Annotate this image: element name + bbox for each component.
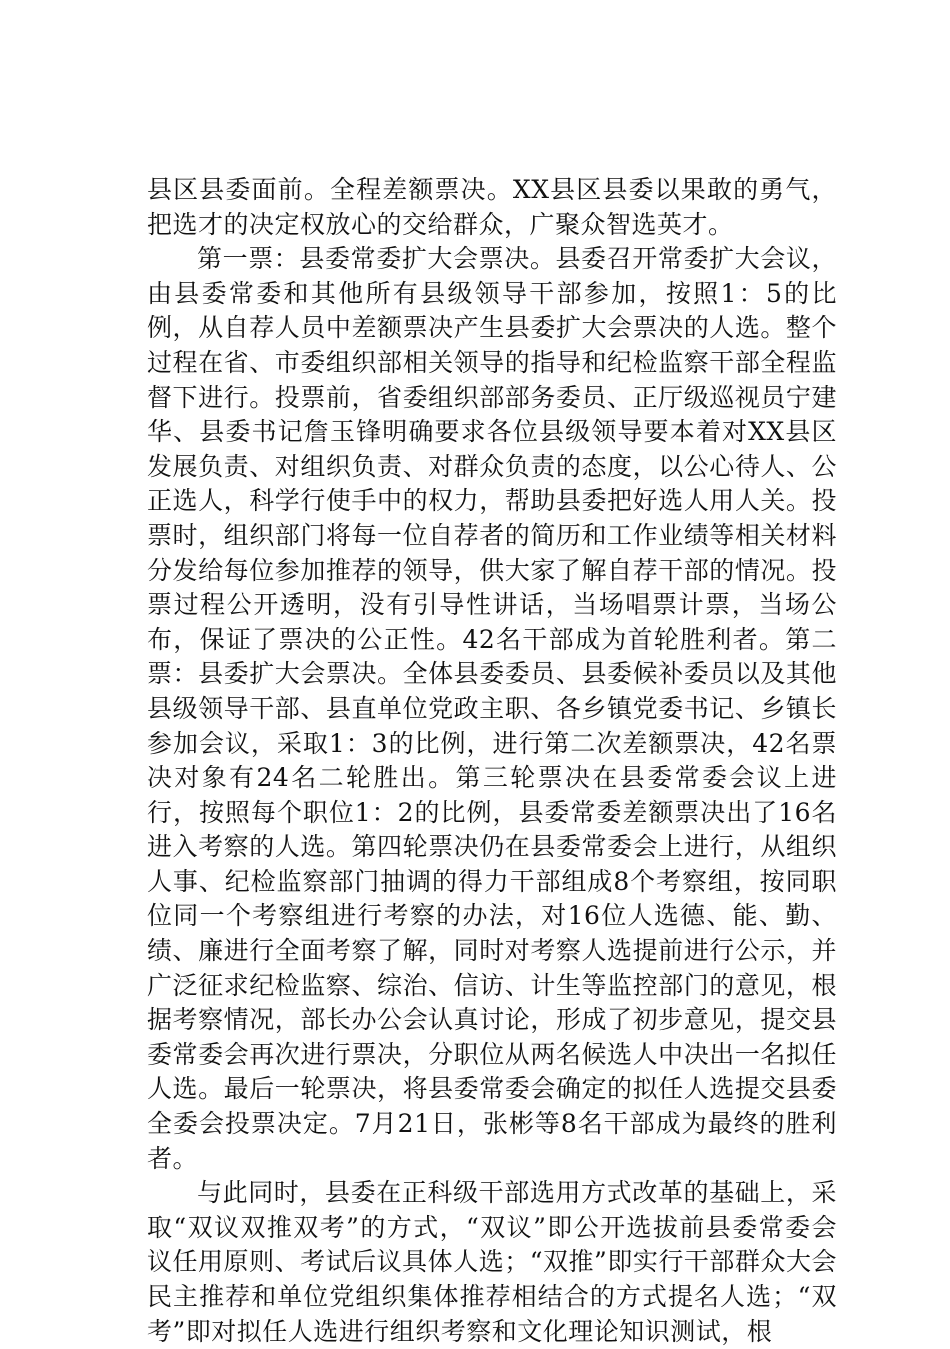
- paragraph-3: 与此同时，县委在正科级干部选用方式改革的基础上，采取“双议双推双考”的方式，“双议”即公开选拔前县委常委会议任用原则、考试后议具体人选；“双推”即实行干部群众大会民主推荐和单位党组织集体推荐相结合的方式提名人选；“双考”即对拟任人选进行组织考察和文化理论知识测试，根: [147, 1178, 837, 1346]
- document-body: [147, 173, 837, 1349]
- paragraph-2: 第一票：县委常委扩大会票决。县委召开常委扩大会议，由县委常委和其他所有县级领导干部参加，按照1：5的比例，从自荐人员中差额票决产生县委扩大会票决的人选。整个过程在省、市委组织部相关领导的指导和纪检监察干部全程监督下进行。投票前，省委组织部部务委员、正厅级巡视员宁建华、县委书记詹玉锋明确要求各位县级领导要本着对XX县区发展负责、对组织负责、对群众负责的态度，以公心待人、公正选人，科学行使手中的权力，帮助县委把好选人用人关。投票时，组织部门将每一位自荐者的简历和工作业绩等相关材料分发给每位参加推荐的领导，供大家了解自荐干部的情况。投票过程公开透明，没有引导性讲话，当场唱票计票，当场公布，保证了票决的公正性。42名干部成为首轮胜利者。第二票：县委扩大会票决。全体县委委员、县委候补委员以及其他县级领导干部、县直单位党政主职、各乡镇党委书记、乡镇长参加会议，采取1：3的比例，进行第二次差额票决，42名票决对象有24名二轮胜出。第三轮票决在县委常委会议上进行，按照每个职位1：2的比例，县委常委差额票决出了16名进入考察的人选。第四轮票决仍在县委常委会上进行，从组织人事、纪检监察部门抽调的得力干部组成8个考察组，按同职位同一个考察组进行考察的办法，对16位人选德、能、勤、绩、廉进行全面考察了解，同时对考察人选提前进行公示，并广泛征求纪检监察、综治、信访、计生等监控部门的意见，根据考察情况，部长办公会认真讨论，形成了初步意见，提交县委常委会再次进行票决，分职位从两名候选人中决出一名拟任人选。最后一轮票决，将县委常委会确定的拟任人选提交县委全委会投票决定。7月21日，张彬等8名干部成为最终的胜利者。: [147, 244, 837, 1173]
- paragraph-1: 县区县委面前。全程差额票决。XX县区县委以果敢的勇气，把选才的决定权放心的交给群众，广聚众智选英才。: [147, 175, 837, 239]
